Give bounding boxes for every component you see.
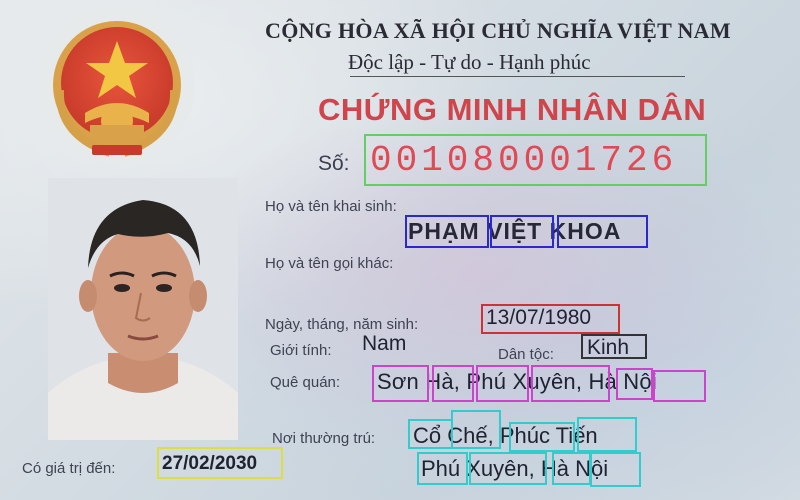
residence-line2: Phú Xuyên, Hà Nội: [421, 456, 609, 481]
dob-label: Ngày, tháng, năm sinh:: [265, 316, 419, 333]
full-name-value: PHẠM VIỆT KHOA: [408, 218, 622, 244]
id-number: 001080001726: [370, 140, 678, 181]
motto-underline: [350, 76, 685, 77]
sex-label: Giới tính:: [270, 342, 332, 359]
hometown-value: Sơn Hà, Phú Xuyên, Hà Nội: [377, 369, 657, 394]
id-number-label: Số:: [318, 152, 350, 175]
ethnicity-value: Kinh: [587, 336, 630, 359]
nation-title: CỘNG HÒA XÃ HỘI CHỦ NGHĨA VIỆT NAM: [265, 18, 731, 43]
dob-value: 13/07/1980: [486, 306, 592, 329]
sex-value: Nam: [362, 332, 407, 355]
portrait-photo: [48, 178, 238, 440]
expiry-value: 27/02/2030: [162, 453, 258, 474]
national-motto: Độc lập - Tự do - Hạnh phúc: [348, 50, 591, 74]
document-title: CHỨNG MINH NHÂN DÂN: [318, 92, 707, 127]
ethnicity-label: Dân tộc:: [498, 346, 554, 363]
full-name-label: Họ và tên khai sinh:: [265, 198, 397, 215]
other-name-label: Họ và tên gọi khác:: [265, 255, 394, 272]
residence-label: Nơi thường trú:: [272, 430, 376, 447]
hometown-word-box-6: [653, 370, 706, 402]
expiry-label: Có giá trị đến:: [22, 460, 116, 477]
residence-line1: Cổ Chế, Phúc Tiến: [413, 423, 598, 448]
national-emblem-icon: [30, 5, 205, 170]
hometown-label: Quê quán:: [270, 374, 341, 391]
